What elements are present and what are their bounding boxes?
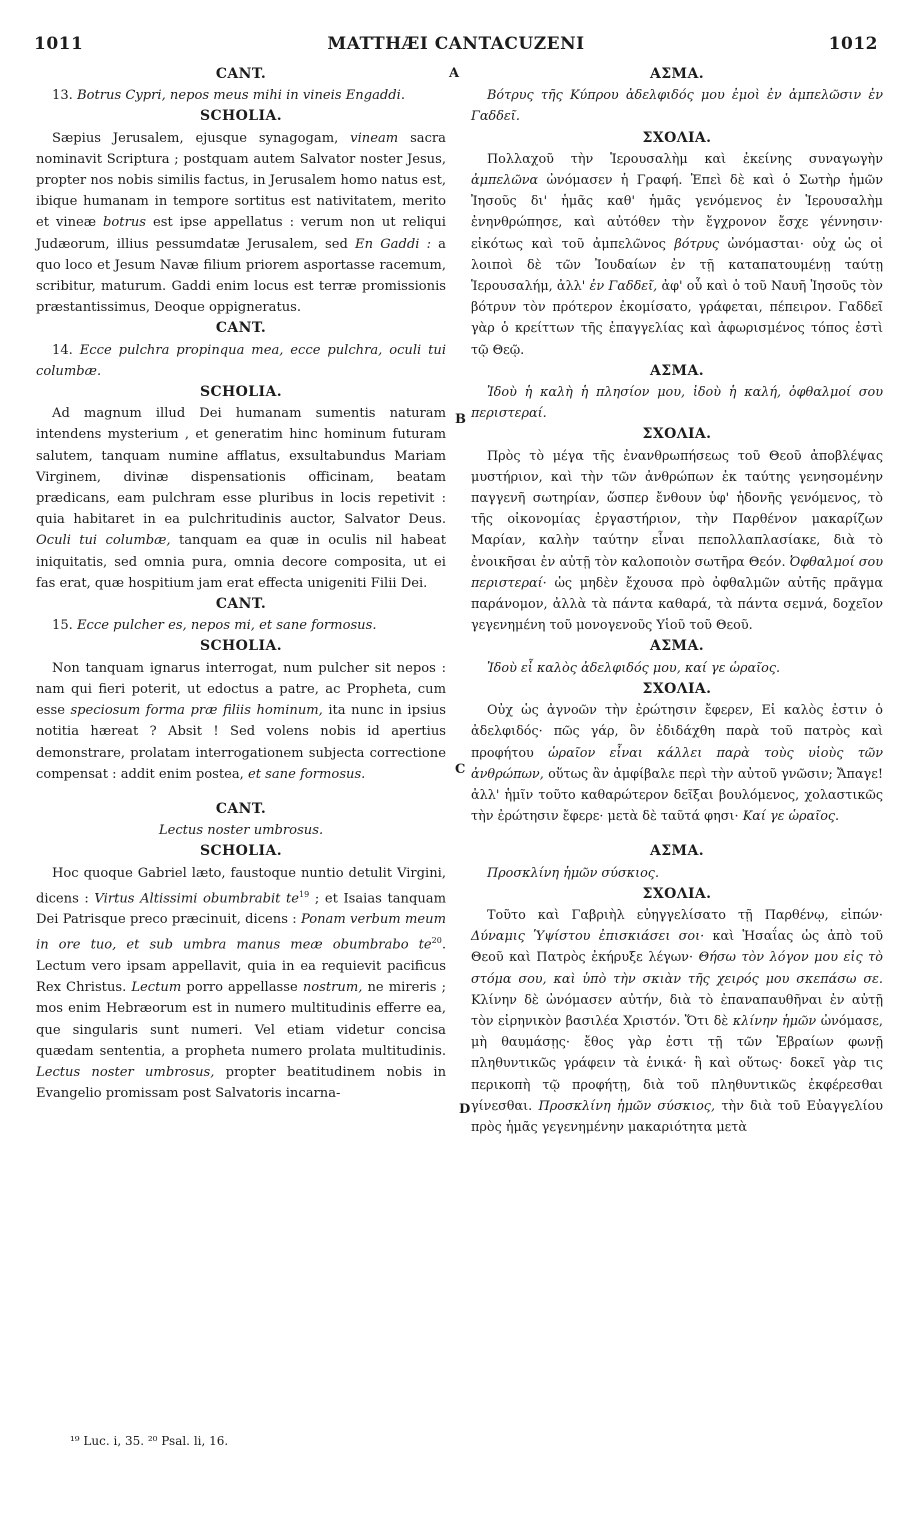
footnotes: ¹⁹ Luc. i, 35. ²⁰ Psal. li, 16. xyxy=(70,1434,229,1448)
verse-13: 13. Botrus Cypri, nepos meus mihi in vineis Engaddi. xyxy=(52,88,406,104)
asma-heading: ΑΣΜΑ. xyxy=(650,66,704,82)
scholia-heading-greek: ΣΧΟΛΙΑ. xyxy=(642,680,712,697)
asma-heading: ΑΣΜΑ. xyxy=(650,843,704,860)
scholia-heading: SCHOLIA. xyxy=(199,638,282,655)
scholia-heading: SCHOLIA. xyxy=(199,843,282,860)
verse-15: 15. Ecce pulcher es, nepos mi, et sane formosus. xyxy=(52,618,377,634)
cant-heading: CANT. xyxy=(215,66,267,82)
scholia-paragraph-greek: Πρὸς τὸ μέγα τῆς ἐνανθρωπήσεως τοῦ Θεοῦ ἀποβλέψας μυστήριον, καὶ τὴν τῶν ἀνθρώπων ἐκ ταύτης γενησομένην παγγενῆ σωτηρίαν, ὥσπερ ἔνθουν ὑφ' ἡδονῆς γενόμενος, τὸ τῆς οἰκονομίας ἐργαστήριον, τὴν Παρθένον μακαρίζων Μαρίαν, καλὴν ταύτην εἶναι πεπολλαπλασίακε, διὰ τὸ ἐνοικῆσαι ἐν αὐτῇ τὸν καλοποιὸν σωτῆρα Θεόν. Ὀφθαλμοί σου περιστεραί· ὡς μηδὲν ἔχουσα πρὸ ὀφθαλμῶν αὐτῆς πρᾶγμα παράνομον, ἀλλὰ τὰ πάντα καθαρά, τὰ πάντα σεμνά, δοχεῖον γεγενημένη τοῦ μονογενοῦς Υἱοῦ τοῦ Θεοῦ. xyxy=(471,448,884,634)
scholia-paragraph-greek: Πολλαχοῦ τὴν Ἱερουσαλὴμ καὶ ἐκείνης συναγωγὴν ἀμπελῶνα ὠνόμασεν ἡ Γραφή. Ἐπεὶ δὲ καὶ ὁ Σωτὴρ ἡμῶν Ἰησοῦς δι' ἡμᾶς καθ' ἡμᾶς γενόμενος ἐν Ἱερουσαλὴμ ἐνηνθρώπησε, καὶ αὐτόθεν τὴν ἔγχρονον ἔσχε γέννησιν· εἰκότως καὶ τοῦ ἀμπελῶνος βότρυς ὠνόμασται· οὐχ ὡς οἱ λοιποὶ δὲ τῶν Ἰουδαίων ἐν τῇ καταπατουμένῃ ταύτῃ Ἱερουσαλήμ, ἀλλ' ἐν Γαδδεῖ, ἀφ' οὗ καὶ ὁ τοῦ Ναυῆ Ἰησοῦς τὸν βότρυν τὸν πρότερον ἐκομίσατο, γράφεται, πέπειρον. Γαδδεῖ γὰρ ὁ κρείττων τῆς ἐπαγγελίας καὶ ἀφωρισμένος τόπος ἐστὶ τῷ Θεῷ. xyxy=(471,151,884,358)
verse-14: 14. Ecce pulchra propinqua mea, ecce pulchra, oculi tui columbæ. xyxy=(36,342,447,379)
cant-heading: CANT. xyxy=(215,800,267,817)
left-page-number: 1011 xyxy=(34,34,84,54)
cant-heading: CANT. xyxy=(215,596,267,613)
margin-marker-b: B xyxy=(455,412,466,427)
scholia-paragraph-greek: Τοῦτο καὶ Γαβριὴλ εὐηγγελίσατο τῇ Παρθένῳ, εἰπών· Δύναμις Ὑψίστου ἐπισκιάσει σοι· καὶ Ἡσαΐας ὡς ἀπὸ τοῦ Θεοῦ καὶ Πατρὸς ἐκήρυξε λέγων· Θήσω τὸν λόγον μου εἰς τὸ στόμα σου, καὶ ὑπὸ τὴν σκιὰν τῆς χειρός μου σκεπάσω σε. Κλίνην δὲ ὠνόμασεν αὐτήν, διὰ τὸ ἐπαναπαυθῆναι ἐν αὐτῇ τὸν εἰρηνικὸν βασιλέα Χριστόν. Ὅτι δὲ κλίνην ἡμῶν ὠνόμασε, μὴ θαυμάσῃς· ἔθος γὰρ ἐστι τῇ τῶν Ἑβραίων φωνῇ πληθυντικῶς γράφειν τὰ ἑνικά· ἢ καὶ οὕτως· δοκεῖ γὰρ τις περικοπὴ τῷ προφήτῃ, διὰ τοῦ πληθυντικῶς ἐκφέρεσθαι γίνεσθαι. Προσκλίνη ἡμῶν σύσκιος, τὴν διὰ τοῦ Εὐαγγελίου πρὸς ἡμᾶς γεγενημένην μακαριότητα μετὰ xyxy=(471,907,883,1135)
verse-16-greek: Προσκλίνη ἡμῶν σύσκιος. xyxy=(487,865,660,881)
cant-heading: CANT. xyxy=(215,320,267,337)
asma-heading: ΑΣΜΑ. xyxy=(650,638,704,655)
scholia-paragraph: Ad magnum illud Dei humanam sumentis naturam intendens mysterium , et generatim hinc hominum futuram salutem, tanquam numine afflatus, exsultabundus Mariam Virginem, divinæ dispensationis officinam, beatam prædicans, eam pulchram esse pluribus in locis repetivit : quia habitaret in ea pulchritudinis auctor, Salvator Deus. Oculi tui columbæ, tanquam ea quæ in oculis nil habeat iniquitatis, sed omnia pura, omnia decore composita, ut ei fas erat, quæ hospitium jam erat effecta unigeniti Filii Dei. xyxy=(36,406,446,591)
latin-column xyxy=(36,64,446,1104)
scholia-heading-greek: ΣΧΟΛΙΑ. xyxy=(642,426,712,443)
scholia-paragraph-greek: Οὐχ ὡς ἀγνοῶν τὴν ἐρώτησιν ἔφερεν, Εἰ καλὸς ἐστιν ὁ ἀδελφιδός· πῶς γάρ, ὃν ἐδιδάχθη παρὰ τοῦ πατρὸς καὶ προφήτου ὡραῖον εἶναι κάλλει παρὰ τοὺς υἱοὺς τῶν ἀνθρώπων, οὕτως ἂν ἀμφίβαλε περὶ τὴν αὐτοῦ γνῶσιν; Ἄπαγε! ἀλλ' ἡμῖν τοῦτο καθαρώτερον δεῖξαι βουλόμενος, χολαστικῶς τὴν ἐρώτησιν ἔφερε· μετὰ δὲ ταῦτά φησι· Καί γε ὡραῖος. xyxy=(471,703,883,825)
margin-marker-a: A xyxy=(449,66,460,81)
verse-13-greek: Βότρυς τῆς Κύπρου ἀδελφιδός μου ἐμοὶ ἐν ἀμπελῶσιν ἐν Γαδδεῖ. xyxy=(471,88,883,125)
verse-14-greek: Ἰδοὺ ἡ καλὴ ἡ πλησίον μου, ἰδοὺ ἡ καλή, ὀφθαλμοί σου περιστεραί. xyxy=(471,385,883,422)
scholia-paragraph: Non tanquam ignarus interrogat, num pulcher sit nepos : nam qui fieri poterit, ut edoctus a patre, ac Propheta, cum esse speciosum forma præ filiis hominum, ita nunc in ipsius notitia hæreat ? Absit ! Sed volens nobis id apertius demonstrare, prolatam interrogationem subjecta correctione compensat : addit enim postea, et sane formosus. xyxy=(36,660,447,782)
running-title: MATTHÆI CANTACUZENI xyxy=(327,34,585,54)
running-header xyxy=(34,34,878,58)
scholia-heading: SCHOLIA. xyxy=(199,108,282,125)
verse-16: Lectus noster umbrosus. xyxy=(158,823,324,839)
scholia-heading: SCHOLIA. xyxy=(199,384,282,401)
margin-marker-c: C xyxy=(455,762,466,777)
margin-marker-d: D xyxy=(459,1102,471,1117)
scholia-paragraph: Sæpius Jerusalem, ejusque synagogam, vineam sacra nominavit Scriptura ; postquam autem Salvator noster Jesus, propter nos nobis similis factus, in Jerusalem homo natus est, ibique humanam in tempore sortitus est nativitatem, merito et vineæ botrus est ipse appellatus : verum non ut reliqui Judæorum, illius pessumdatæ Jerusalem, sed En Gaddi : a quo loco et Jesum Navæ filium priorem asportasse racemum, scribitur, maturum. Gaddi enim locus est terræ promissionis præstantissimus, Deoque oppigneratus. xyxy=(36,130,446,316)
verse-15-greek: Ἰδοὺ εἶ καλὸς ἀδελφιδός μου, καί γε ὡραῖος. xyxy=(487,660,781,676)
greek-column xyxy=(471,64,883,1138)
asma-heading: ΑΣΜΑ. xyxy=(650,362,704,379)
footnote-ref: 20 xyxy=(431,936,442,946)
right-page-number: 1012 xyxy=(828,34,878,54)
scholia-paragraph: Hoc quoque Gabriel læto, faustoque nuntio detulit Virgini, dicens : Virtus Altissimi obumbrabit $te^{19}$ ; et Isaias tanquam Dei Patrisque preco præcinuit, dicens : Ponam verbum meum in ore tuo, et sub umbra manus meæ obumbrabo $te^{20}$. Lectum vero ipsam appellavit, quia in ea requievit pacificus Rex Christus. Lectum porro appellasse nostrum, ne mireris ; mos enim Hebræorum est in numero multitudinis efferre ea, que singularis sunt numeri. Vel etiam videtur concisa quædam sententia, a propheta numero prolata multitudinis. Lectus noster umbrosus, propter beatitudinem nobis in Evangelio promissam post Salvatoris incarna- xyxy=(36,865,447,1102)
scholia-heading-greek: ΣΧΟΛΙΑ. xyxy=(642,885,712,902)
scholia-heading-greek: ΣΧΟΛΙΑ. xyxy=(642,129,712,146)
footnote-ref: 19 xyxy=(299,889,310,899)
